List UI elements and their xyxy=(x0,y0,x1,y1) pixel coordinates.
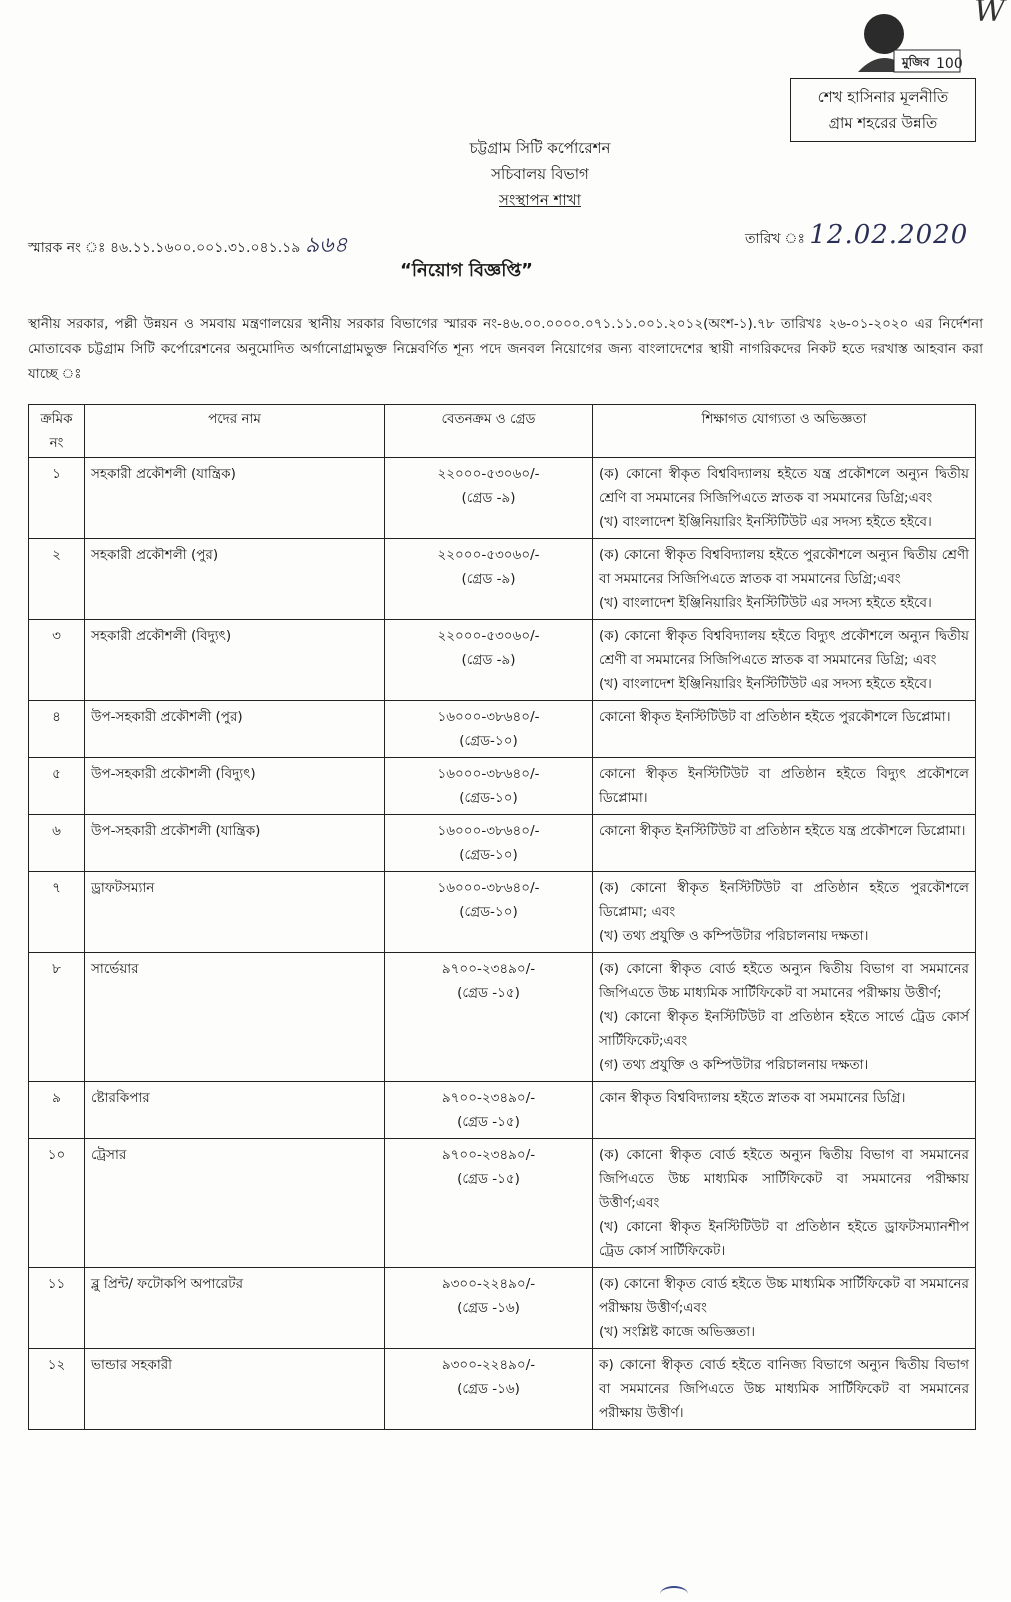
row-pay-scale: ৯৭০০-২৩৪৯০/- xyxy=(441,1090,536,1106)
table-row xyxy=(29,758,976,815)
row-post-name: ব্লু প্রিন্ট/ ফটোকপি অপারেটর xyxy=(85,1268,385,1349)
table-row xyxy=(29,539,976,620)
qualification-item: (খ) বাংলাদেশ ইঞ্জিনিয়ারিং ইনস্টিটিউট এর সদস্য হইতে হইবে। xyxy=(599,676,932,692)
row-pay-grade xyxy=(385,701,593,758)
qualification-item: কোনো স্বীকৃত ইনস্টিটিউট বা প্রতিষ্ঠান হইতে যন্ত্র প্রকৌশলে ডিপ্লোমা। xyxy=(599,823,966,839)
table-row xyxy=(29,458,976,539)
row-pay-grade xyxy=(385,872,593,953)
row-qualification xyxy=(593,539,976,620)
row-pay-scale: ১৬০০০-৩৮৬৪০/- xyxy=(437,823,540,839)
header-pay-grade: বেতনক্রম ও গ্রেড xyxy=(385,405,593,458)
row-serial: ৩ xyxy=(29,620,85,701)
row-grade: (গ্রেড -১৫) xyxy=(457,985,520,1001)
notice-title: “নিয়োগ বিজ্ঞপ্তি” xyxy=(400,260,534,281)
row-post-name: উপ-সহকারী প্রকৌশলী (যান্ত্রিক) xyxy=(85,815,385,872)
row-grade: (গ্রেড -১৫) xyxy=(457,1114,520,1130)
row-post-name: সহকারী প্রকৌশলী (যান্ত্রিক) xyxy=(85,458,385,539)
row-pay-grade xyxy=(385,620,593,701)
row-serial: ৯ xyxy=(29,1082,85,1139)
qualification-item: (ক) কোনো স্বীকৃত বোর্ড হইতে উচ্চ মাধ্যমিক সার্টিফিকেট বা সমমানের পরীক্ষায় উত্তীর্ণ;এবং xyxy=(599,1276,969,1316)
row-qualification xyxy=(593,1268,976,1349)
row-qualification xyxy=(593,953,976,1082)
qualification-item: (খ) বাংলাদেশ ইঞ্জিনিয়ারিং ইনস্টিটিউট এর সদস্য হইতে হইবে। xyxy=(599,595,932,611)
qualification-item: (ক) কোনো স্বীকৃত বিশ্ববিদ্যালয় হইতে যন্ত্র প্রকৌশলে অন্যুন দ্বিতীয় শ্রেণি বা সমমানের সিজিপিএতে স্নাতক বা সমমানের ডিগ্রি;এবং xyxy=(599,466,969,506)
row-pay-grade xyxy=(385,539,593,620)
row-pay-scale: ৯৩০০-২২৪৯০/- xyxy=(441,1276,536,1292)
qualification-item: কোনো স্বীকৃত ইনস্টিটিউট বা প্রতিষ্ঠান হইতে বিদ্যুৎ প্রকৌশলে ডিপ্লোমা। xyxy=(599,766,969,806)
qualification-item: (খ) সংশ্লিষ্ট কাজে অভিজ্ঞতা। xyxy=(599,1324,756,1340)
row-pay-scale: ২২০০০-৫৩০৬০/- xyxy=(437,628,540,644)
row-grade: (গ্রেড -৯) xyxy=(461,490,516,506)
row-grade: (গ্রেড-১০) xyxy=(459,790,518,806)
qualification-item: ক) কোনো স্বীকৃত বোর্ড হইতে বানিজ্য বিভাগে অন্যুন দ্বিতীয় বিভাগ বা সমমানের জিপিএতে উচ্চ মাধ্যমিক সার্টিফিকেট বা সমমানের পরীক্ষায় উত্তীর্ণ। xyxy=(599,1357,969,1421)
row-serial: ৮ xyxy=(29,953,85,1082)
row-pay-scale: ৯৭০০-২৩৪৯০/- xyxy=(441,1147,536,1163)
table-body xyxy=(29,458,976,1430)
row-serial: ৭ xyxy=(29,872,85,953)
header-post-name: পদের নাম xyxy=(85,405,385,458)
row-pay-grade xyxy=(385,1082,593,1139)
header-qualification: শিক্ষাগত যোগ্যতা ও অভিজ্ঞতা xyxy=(593,405,976,458)
row-pay-grade xyxy=(385,1268,593,1349)
table-row xyxy=(29,620,976,701)
org-name: চট্টগ্রাম সিটি কর্পোরেশন xyxy=(469,139,611,157)
table-row xyxy=(29,1349,976,1430)
mujib-100-emblem xyxy=(844,6,964,74)
row-qualification xyxy=(593,758,976,815)
qualification-item: (ক) কোনো স্বীকৃত বিশ্ববিদ্যালয় হইতে বিদ্যুৎ প্রকৌশলে অন্যুন দ্বিতীয় শ্রেণী বা সমমানের সিজিপিএতে স্নাতক বা সমমানের ডিগ্রি; এবং xyxy=(599,628,969,668)
row-serial: ১০ xyxy=(29,1139,85,1268)
row-pay-grade xyxy=(385,1349,593,1430)
slogan-line-2: গ্রাম শহরের উন্নতি xyxy=(828,114,938,132)
date-label: তারিখ ঃ xyxy=(745,231,805,247)
row-grade: (গ্রেড -১৫) xyxy=(457,1171,520,1187)
row-post-name: সহকারী প্রকৌশলী (পুর) xyxy=(85,539,385,620)
row-serial: ৪ xyxy=(29,701,85,758)
row-grade: (গ্রেড -১৬) xyxy=(457,1300,520,1316)
table-row xyxy=(29,1082,976,1139)
row-grade: (গ্রেড-১০) xyxy=(459,847,518,863)
row-post-name: সহকারী প্রকৌশলী (বিদ্যুৎ) xyxy=(85,620,385,701)
row-grade: (গ্রেড-১০) xyxy=(459,733,518,749)
qualification-item: (ক) কোনো স্বীকৃত বোর্ড হইতে অন্যুন দ্বিতীয় বিভাগ বা সমমানের জিপিএতে উচ্চ মাধ্যমিক সার্টিফিকেট বা সমানের পরীক্ষায় উত্তীর্ণ; xyxy=(599,961,969,1001)
row-post-name: ট্রেসার xyxy=(85,1139,385,1268)
row-pay-scale: ১৬০০০-৩৮৬৪০/- xyxy=(437,709,540,725)
row-post-name: উপ-সহকারী প্রকৌশলী (পুর) xyxy=(85,701,385,758)
memo-number xyxy=(28,228,348,265)
vacancy-table xyxy=(28,404,976,1430)
row-post-name: উপ-সহকারী প্রকৌশলী (বিদ্যুৎ) xyxy=(85,758,385,815)
qualification-item: (ক) কোনো স্বীকৃত ইনস্টিটিউট বা প্রতিষ্ঠান হইতে পুরকৌশলে ডিপ্লোমা; এবং xyxy=(599,880,969,920)
date-handwritten-value: 12.02.2020 xyxy=(809,220,969,250)
row-qualification xyxy=(593,1082,976,1139)
row-pay-scale: ৯৭০০-২৩৪৯০/- xyxy=(441,961,536,977)
row-pay-grade xyxy=(385,815,593,872)
memo-label: স্মারক নং ঃ ৪৬.১১.১৬০০.০০১.৩১.০৪১.১৯ xyxy=(28,240,301,256)
emblem-number: 100 xyxy=(936,56,963,72)
row-serial: ৬ xyxy=(29,815,85,872)
office-header xyxy=(380,135,700,213)
branch-name: সংস্থাপন শাখা xyxy=(499,191,581,209)
intro-paragraph: স্থানীয় সরকার, পল্লী উন্নয়ন ও সমবায় মন্ত্রণালয়ের স্থানীয় সরকার বিভাগের স্মারক নং-৪৬.০০.০০০০.০৭১.১১.০০১.২০১২(অংশ-১).৭৮ তারিখঃ ২৬-০১-২০২০ এর নির্দেশনা মোতাবেক চট্টগ্রাম সিটি কর্পোরেশনের অনুমোদিত অর্গানোগ্রামভুক্ত নিম্নেবর্ণিত শূন্য পদে জনবল নিয়োগের জন্য বাংলাদেশের স্থায়ী নাগরিকদের নিকট হতে দরখাস্ত আহবান করা যাচ্ছে ঃ xyxy=(28,316,983,382)
qualification-item: কোন স্বীকৃত বিশ্ববিদ্যালয় হইতে স্নাতক বা সমমানের ডিগ্রি। xyxy=(599,1090,906,1106)
row-qualification xyxy=(593,620,976,701)
qualification-item: (খ) তথ্য প্রযুক্তি ও কম্পিউটার পরিচালনায় দক্ষতা। xyxy=(599,928,869,944)
slogan-line-1: শেখ হাসিনার মূলনীতি xyxy=(817,88,949,106)
slogan-box xyxy=(790,78,976,142)
row-qualification xyxy=(593,458,976,539)
row-pay-scale: ২২০০০-৫৩০৬০/- xyxy=(437,547,540,563)
row-qualification xyxy=(593,872,976,953)
table-row xyxy=(29,701,976,758)
row-serial: ১১ xyxy=(29,1268,85,1349)
row-serial: ২ xyxy=(29,539,85,620)
table-row xyxy=(29,1139,976,1268)
qualification-item: (খ) কোনো স্বীকৃত ইনস্টিটিউট বা প্রতিষ্ঠান হইতে ড্রাফটসম্যানশীপ ট্রেড কোর্স সার্টিফিকেট। xyxy=(599,1219,969,1259)
row-qualification xyxy=(593,1349,976,1430)
row-grade: (গ্রেড -১৬) xyxy=(457,1381,520,1397)
notice-date xyxy=(745,220,968,251)
qualification-item: (খ) বাংলাদেশ ইঞ্জিনিয়ারিং ইনস্টিটিউট এর সদস্য হইতে হইবে। xyxy=(599,514,932,530)
row-pay-grade xyxy=(385,758,593,815)
row-pay-grade xyxy=(385,953,593,1082)
portrait-head-shape xyxy=(864,14,904,54)
row-pay-grade xyxy=(385,458,593,539)
table-row xyxy=(29,815,976,872)
row-pay-scale: ২২০০০-৫৩০৬০/- xyxy=(437,466,540,482)
qualification-item: (গ) তথ্য প্রযুক্তি ও কম্পিউটার পরিচালনায় দক্ষতা। xyxy=(599,1057,869,1073)
row-pay-scale: ১৬০০০-৩৮৬৪০/- xyxy=(437,766,540,782)
row-grade: (গ্রেড -৯) xyxy=(461,652,516,668)
row-pay-grade xyxy=(385,1139,593,1268)
table-header-row xyxy=(29,405,976,458)
qualification-item: (ক) কোনো স্বীকৃত বোর্ড হইতে অন্যুন দ্বিতীয় বিভাগ বা সমমানের জিপিএতে উচ্চ মাধ্যমিক সার্টিফিকেট বা সমমানের পরীক্ষায় উত্তীর্ণ;এবং xyxy=(599,1147,969,1211)
row-post-name: ভান্ডার সহকারী xyxy=(85,1349,385,1430)
row-serial: ১২ xyxy=(29,1349,85,1430)
row-post-name: ষ্টোরকিপার xyxy=(85,1082,385,1139)
row-qualification xyxy=(593,701,976,758)
row-grade: (গ্রেড-১০) xyxy=(459,904,518,920)
memo-handwritten-number: ৯৬৪ xyxy=(304,233,348,258)
row-post-name: ড্রাফটসম্যান xyxy=(85,872,385,953)
header-serial: ক্রমিক নং xyxy=(29,405,85,458)
corner-handwritten-mark: W xyxy=(974,0,1005,29)
dept-name: সচিবালয় বিভাগ xyxy=(491,165,589,183)
row-pay-scale: ১৬০০০-৩৮৬৪০/- xyxy=(437,880,540,896)
row-qualification xyxy=(593,815,976,872)
table-row xyxy=(29,953,976,1082)
qualification-item: (খ) কোনো স্বীকৃত ইনস্টিটিউট বা প্রতিষ্ঠান হইতে সার্ভে ট্রেড কোর্স সার্টিফিকেট;এবং xyxy=(599,1009,969,1049)
qualification-item: (ক) কোনো স্বীকৃত বিশ্ববিদ্যালয় হইতে পুরকৌশলে অন্যুন দ্বিতীয় শ্রেণী বা সমমানের সিজিপিএতে স্নাতক বা সমমানের ডিগ্রি;এবং xyxy=(599,547,969,587)
row-serial: ৫ xyxy=(29,758,85,815)
row-pay-scale: ৯৩০০-২২৪৯০/- xyxy=(441,1357,536,1373)
row-grade: (গ্রেড -৯) xyxy=(461,571,516,587)
table-row xyxy=(29,1268,976,1349)
qualification-item: কোনো স্বীকৃত ইনস্টিটিউট বা প্রতিষ্ঠান হইতে পুরকৌশলে ডিপ্লোমা। xyxy=(599,709,951,725)
table-row xyxy=(29,872,976,953)
row-serial: ১ xyxy=(29,458,85,539)
emblem-text: মুজিব xyxy=(902,55,930,69)
row-qualification xyxy=(593,1139,976,1268)
row-post-name: সার্ভেয়ার xyxy=(85,953,385,1082)
